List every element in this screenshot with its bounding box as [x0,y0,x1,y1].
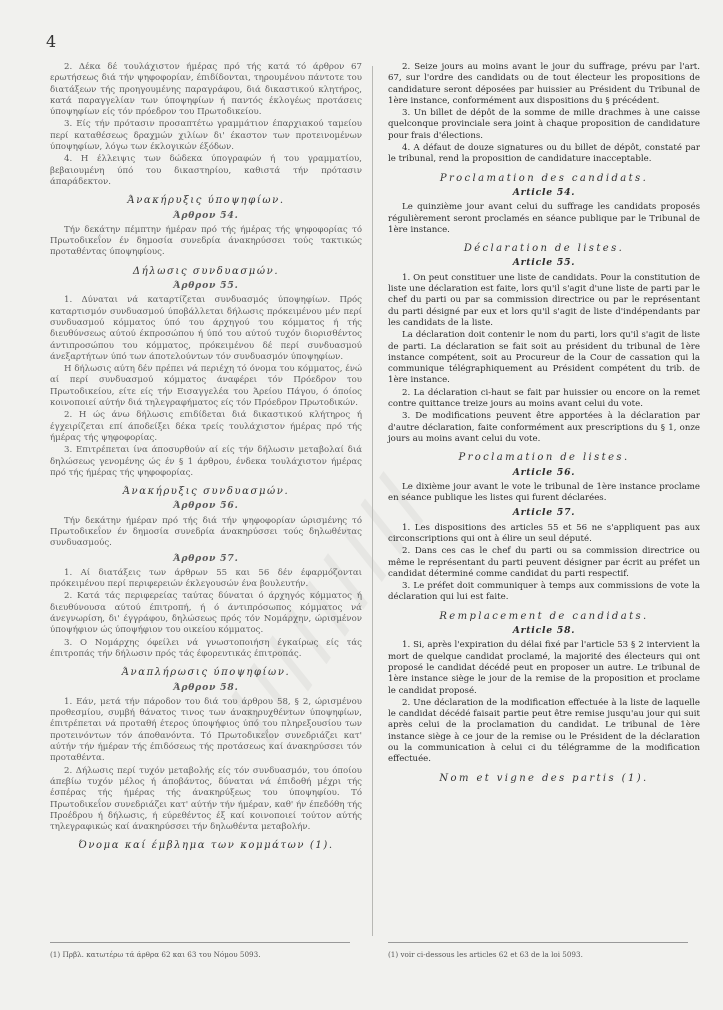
column-divider [372,66,373,936]
paragraph: 2. Une déclaration de la modification effectuée à la liste de laquelle le candidat décédé faisait partie peut être remise jusqu'au jour qui suit après celui de la proclamation du candidat. Le tribunal de 1ère instance siège à ce jour de la remise ou le Président de la déclaration ou la communication à celui ci du télégramme de la modification effectuée. [388,697,700,765]
article-heading: Άρθρον 56. [173,500,239,512]
paragraph: 4. Η έλλειψις των δώδεκα ύπογραφών ή του γραμματίου, βεβαιουμένη ύπό του δικαστηρίου, καθιστά τήν πρότασιν άπαράδεκτον. [50,154,362,187]
article-heading: Article 58. [512,625,576,637]
section-heading: Proclamation des candidats. [439,172,649,184]
paragraph: 3. Επιτρέπεται ίνα άποσυρθούν αί είς τήν δήλωσιν μεταβολαί διά δηλώσεως γενομένης ώς έν § 1 άρθρου, ένδεκα τουλάχιστον ήμέρας πρό τής ήμέρας τής ψηφοφορίας. [50,445,362,478]
paragraph: 1. On peut constituer une liste de candidats. Pour la constitution de liste une déclaration est faite, lors qu'il s'agit d'une liste de parti par le chef du parti ou par sa commission directrice ou par le représentant du parti désigné par eux et lors qu'il s'agit de liste d'indépendants par les candidats de la liste. [388,272,700,328]
footnote-rule [50,942,350,943]
section-heading: Déclaration de listes. [463,243,625,255]
section-heading: Άνακήρυξις συνδυασμών. [122,486,290,498]
section-heading: Άναπλήρωσις ύποψηφίων. [121,667,291,679]
paragraph: 1. Si, après l'expiration du délai fixé par l'article 53 § 2 intervient la mort de quelque candidat proclamé, la majorité des électeurs qui ont proposé le candidat décédé peut en proposer un autre. Le tribunal de 1ère instance siège le jour de la remise de la proposition et proclame le candidat proposé. [388,640,700,696]
section-heading: Nom et vigne des partis (1). [439,772,649,784]
article-heading: Άρθρον 54. [173,209,239,221]
section-heading: Proclamation de listes. [458,452,630,464]
paragraph: Τήν δεκάτην ήμέραν πρό τής διά τήν ψηφοφορίαν ώρισμένης τό Πρωτοδικεΐον έν δημοσία συνεδρία άνακηρύσσει τούς δηλωθέντας συνδυασμούς. [50,515,362,549]
paragraph: 2. Δήλωσις περί τυχόν μεταβολής είς τόν συνδυασμόν, του όποίου άπεβίω τυχόν μέλος ή άποβάντος, δύναται νά έπιδοθή μέχρι τής έσπέρας τής ήμέρας τής άνακηρύξεως του ύποψηφίου. Τό Πρωτοδικεΐον συνεδριάζει κατ' αύτήν τήν ήμέραν, καθ' ήν έπεδόθη τής Προέδρου ή δήλωσις, ή εύρεθέντος έξ καί κοινοποιεί τούτον αύτής τηλεγραφικώς καί άνακηρύσσει τήν δηλωθέντα μεταβολήν. [50,765,362,833]
paragraph: 1. Δύναται νά καταρτίζεται συνδυασμός ύποψηφίων. Πρός καταρτισμόν συνδυασμού ύποβάλλεται δήλωσις πρόκειμένου μέν περί συνδυασμού κόμματος ύπό του άρχηγού του κόμματος ή τής διευθύνσεως αύτού έκπροσώπου ή ύπό του αύτού τυχόν διορισθέντος άντιπροσώπου του κόμματος, πρόκειμένου δέ περί συνδυασμού άνεξαρτήτων ύπό των άποτελούντων τόν συνδυασμόν ύποψηφίων. [50,295,362,362]
footnote-rule [388,942,688,943]
footnote: (1) Πρβλ. κατωτέρω τά άρθρα 62 και 63 του Νόμου 5093. [50,950,261,959]
article-heading: Άρθρον 57. [173,552,239,564]
paragraph: 2. Dans ces cas le chef du parti ou sa commission directrice ou même le représentant du parti peuvent désigner par écrit au préfet un candidat déterminé comme candidat du parti respectif. [388,546,700,579]
paragraph: 2. Η ώς άνω δήλωσις επιδίδεται διά δικαστικού κλήτηρος ή έγχειρίζεται επί άποδείξει δέκα τρείς τουλάχιστον ήμέρας πρό τής ήμέρας τής ψηφοφορίας. [50,410,362,443]
paragraph: 1. Les dispositions des articles 55 et 56 ne s'appliquent pas aux circonscriptions qui ont à élire un seul député. [388,522,700,544]
paragraph: 1. Εάν, μετά τήν πάροδον του διά του άρθρου 58, § 2, ώρισμένου προθεσμίου, συμβή θάνατος τινος των άνακηρυχθέντων ύποψηφίων, έπιτρέπεται νά προταθή έτερος ύποψήφιος ύπό του πληρεξουσίου των προτεινόντων τόν άποθανόντα. Τό Πρωτοδικεΐον συνεδριάζει κατ' αύτήν τήν ήμέραν τής έπιδόσεως τής προτάσεως καί άνακηρύσσει τόν προταθέντα. [50,696,362,764]
article-heading: Article 55. [512,257,576,269]
footnote: (1) voir ci-dessous les articles 62 et 63 de la loi 5093. [388,950,583,959]
article-heading: Article 56. [512,466,576,478]
paragraph: 4. A défaut de douze signatures ou du billet de dépôt, constaté par le tribunal, rend la proposition de candidature inacceptable. [388,143,700,165]
paragraph: 2. Δέκα δέ τουλάχιστον ήμέρας πρό τής κατά τό άρθρον 67 ερωτήσεως διά τήν ψηφοφορίαν, έπιδίδονται, τηρουμένου πάντοτε του διατάξεων τής προηγουμένης παραγράφου, διά δικαστικού κλητήρος, κατά παραγγελίαν των ύποψηφίων ή παντός έκλογέως προτάσεις ύποψηφίων είς τόν πρόεδρον του Πρωτοδικείου. [50,62,362,118]
paragraph: 2. La déclaration ci-haut se fait par huissier ou encore on la remet contre quittance treize jours au moins avant celui du vote. [388,387,700,410]
article-heading: Article 57. [512,507,576,519]
paragraph: 3. Un billet de dépôt de la somme de mille drachmes à une caisse quelconque provinciale sera joint à chaque proposition de candidature pour frais d'élections. [388,108,700,141]
greek-column [50,62,362,855]
page-mark: 4 [46,32,57,51]
paragraph: 1. Αί διατάξεις των άρθρων 55 και 56 δέν έφαρμόζονται πρόκειμένου περί περιφερειών έκλεγουσών ένα βουλευτήν. [50,567,362,590]
article-heading: Άρθρον 55. [173,280,239,292]
section-heading: Remplacement de candidats. [439,610,649,622]
paragraph: 3. Ο Νομάρχης όφείλει νά γνωστοποιήση έγκαίρως είς τάς έπιτροπάς τήν δήλωσιν πρός τάς έφορευτικάς έπιτροπάς. [50,637,362,659]
section-heading: Δήλωσις συνδυασμών. [132,265,280,277]
paragraph: 3. Le préfet doit communiquer à temps aux commissions de vote la déclaration qui lui est faite. [388,581,700,603]
french-column [388,62,700,787]
paragraph: 2. Seize jours au moins avant le jour du suffrage, prévu par l'art. 67, sur l'ordre des candidats ou de tout électeur les propositions de candidature seront déposées par huissier au Président du Tribunal de 1ère instance, conformément aux dispositions du § précédent. [388,62,700,106]
paragraph: La déclaration doit contenir le nom du parti, lors qu'il s'agit de liste de parti. La déclaration se fait soit au président du tribunal de 1ère instance compétent, soit au Procureur de la Cour de cassation qui la communique télégraphiquement au Président compétent du trib. de 1ère instance. [388,330,700,386]
section-heading: Όνομα καί έμβλημα των κομμάτων (1). [78,840,334,852]
paragraph: 3. De modifications peuvent être apportées à la déclaration par d'autre déclaration, faite conformément aux prescriptions du § 1, onze jours au moins avant celui du vote. [388,411,700,444]
paragraph: 3. Είς τήν πρότασιν προσαπτέτω γραμμάτιον έπαρχιακού ταμείου περί καταθέσεως δραχμών χιλίων δι' έκαστον των προτεινομένων ύποψηφίων, λόγω των έκλογικών έξόδων. [50,119,362,153]
section-heading: Άνακήρυξις ύποψηφίων. [127,195,285,207]
paragraph: Le dixième jour avant le vote le tribunal de 1ère instance proclame en séance publique les listes qui furent déclarées. [388,481,700,504]
paragraph: Τήν δεκάτην πέμπτην ήμέραν πρό τής ήμέρας τής ψηφοφορίας τό Πρωτοδικεΐον έν δημοσία συνεδρία άνακηρύσσει τούς τακτικώς προταθέντας ύποψηφίους. [50,224,362,258]
paragraph: Η δήλωσις αύτη δέν πρέπει νά περιέχη τό όνομα του κόμματος, ένώ αί περί συνδυασμού κόμματος άναφέρει τόν Πρόεδρον του Πρωτοδικείου, είτε είς τήν Εισαγγελέα του Άρείου Πάγου, ό όποίος κοινοποιεί αύτήν διά τηλεγραφήματος είς τόν Πρόεδρον Πρωτοδικών. [50,364,362,409]
paragraph: Le quinzième jour avant celui du suffrage les candidats proposés régulièrement seront proclamés en séance publique par le Tribunal de 1ère instance. [388,202,700,235]
paragraph: 2. Κατά τάς περιφερείας ταύτας δύναται ό άρχηγός κόμματος ή διευθύνουσα αύτού έπιτροπή, ή ό άντιπρόσωπος κόμματος νά άνεγνωρίση, δι' έγγράφου, δηλώσεως πρός τόν Νομάρχην, ώρισμένον ύποψήφιον ώς ύποψήφιον του οικείου κόμματος. [50,591,362,636]
article-heading: Article 54. [512,186,576,198]
article-heading: Άρθρον 58. [173,681,239,693]
